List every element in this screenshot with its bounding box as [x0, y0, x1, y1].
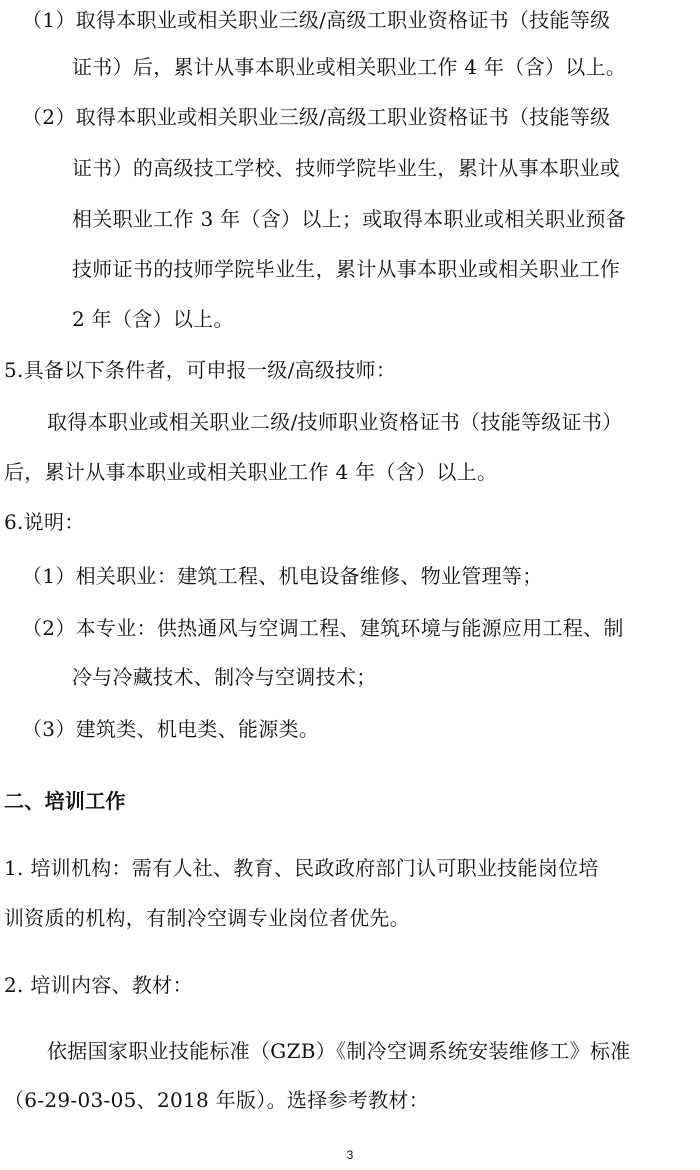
note-2-line-2: 冷与冷藏技术、制冷与空调技术； — [72, 665, 377, 689]
training-1-line-1: 1. 培训机构：需有人社、教育、民政政府部门认可职业技能岗位培 — [4, 856, 599, 880]
section-5-line-2: 后，累计从事本职业或相关职业工作 4 年（含）以上。 — [4, 460, 498, 484]
item-2-2-line-3: 相关职业工作 3 年（含）以上；或取得本职业或相关职业预备 — [72, 207, 627, 231]
section-5-title: 5.具备以下条件者，可申报一级/高级技师： — [4, 358, 397, 382]
item-2-2-line-1: （2）取得本职业或相关职业三级/高级工职业资格证书（技能等级 — [22, 105, 611, 129]
page-number: 3 — [346, 1148, 354, 1162]
training-2-line-2: （6-29-03-05、2018 年版）。选择参考教材： — [4, 1088, 430, 1112]
training-1-line-2: 训资质的机构，有制冷空调专业岗位者优先。 — [4, 906, 410, 930]
item-2-1-line-1: （1）取得本职业或相关职业三级/高级工职业资格证书（技能等级 — [22, 8, 611, 32]
item-2-1-line-2: 证书）后，累计从事本职业或相关职业工作 4 年（含）以上。 — [72, 55, 627, 79]
training-2-title: 2. 培训内容、教材： — [4, 973, 193, 997]
section-heading-training: 二、培训工作 — [4, 789, 126, 813]
note-2-line-1: （2）本专业：供热通风与空调工程、建筑环境与能源应用工程、制 — [22, 616, 624, 640]
section-6-title: 6.说明： — [4, 510, 85, 534]
note-1: （1）相关职业：建筑工程、机电设备维修、物业管理等； — [22, 564, 543, 588]
training-2-line-1: 依据国家职业技能标准（GZB）《制冷空调系统安装维修工》标准 — [47, 1039, 631, 1063]
item-2-2-line-2: 证书）的高级技工学校、技师学院毕业生，累计从事本职业或 — [72, 156, 621, 180]
note-3: （3）建筑类、机电类、能源类。 — [22, 717, 320, 741]
section-5-line-1: 取得本职业或相关职业二级/技师职业资格证书（技能等级证书） — [47, 410, 623, 434]
item-2-2-line-4: 技师证书的技师学院毕业生，累计从事本职业或相关职业工作 — [72, 257, 621, 281]
item-2-2-line-5: 2 年（含）以上。 — [72, 307, 234, 331]
